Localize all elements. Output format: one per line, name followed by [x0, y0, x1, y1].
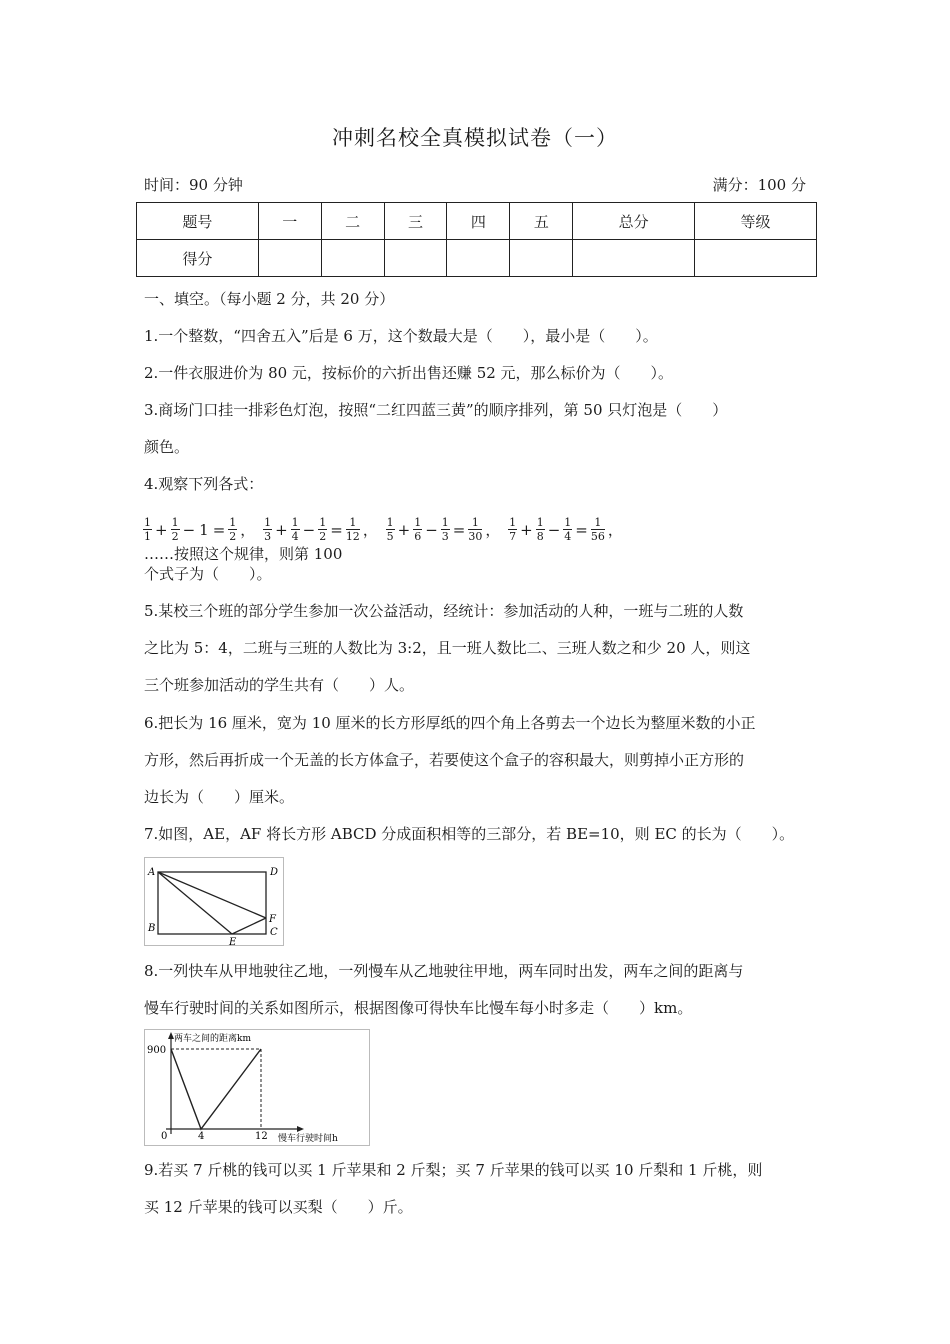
question-8-line-1: 8.一列快车从甲地驶往乙地，一列慢车从乙地驶往甲地，两车同时出发，两车之间的距离与	[144, 962, 744, 980]
segment-af	[158, 872, 266, 918]
score-header-cell: 四	[447, 203, 510, 240]
score-table-score-row	[137, 240, 817, 277]
score-input-cell[interactable]	[573, 240, 695, 277]
question-4-line-1: 4.观察下列各式：	[144, 475, 264, 493]
chart-frame	[145, 1030, 370, 1146]
score-header-cell: 二	[321, 203, 384, 240]
question-6-line-3: 边长为（ ）厘米。	[144, 788, 295, 806]
segment-ae	[158, 872, 232, 934]
score-input-cell[interactable]	[384, 240, 447, 277]
x-axis-label: 慢车行驶时间h	[278, 1134, 338, 1144]
full-score: 满分：100 分	[712, 176, 806, 194]
point-label-a: A	[148, 867, 156, 878]
x-tick-labels	[161, 1131, 268, 1142]
question-7-figure	[144, 857, 284, 946]
question-1: 1.一个整数，“四舍五入”后是 6 万，这个数最大是（ ），最小是（ ）。	[144, 327, 658, 345]
x-tick-label: 0	[161, 1131, 168, 1142]
score-table-header-row	[137, 203, 817, 240]
question-7-line-1: 7.如图，AE，AF 将长方形 ABCD 分成面积相等的三部分，若 BE=10，则 EC 的长为（ ）。	[144, 825, 795, 843]
score-header-cell: 三	[384, 203, 447, 240]
score-header-cell: 总分	[573, 203, 695, 240]
question-2: 2.一件衣服进价为 80 元，按标价的六折出售还赚 52 元，那么标价为（ ）。	[144, 364, 674, 382]
time-limit: 时间：90 分钟	[144, 176, 243, 194]
score-input-cell[interactable]	[447, 240, 510, 277]
exam-title: 冲刺名校全真模拟试卷（一）	[332, 126, 618, 150]
question-9-line-1: 9.若买 7 斤桃的钱可以买 1 斤苹果和 2 斤梨；买 7 斤苹果的钱可以买 10 斤梨和 1 斤桃，则	[144, 1161, 763, 1179]
section-heading: 一、填空。（每小题 2 分，共 20 分）	[144, 290, 395, 308]
score-row-label: 得分	[137, 240, 259, 277]
question-5-line-3: 三个班参加活动的学生共有（ ）人。	[144, 676, 415, 694]
y-tick-label: 900	[147, 1045, 167, 1056]
question-8-chart	[144, 1029, 370, 1146]
y-axis-label: 两车之间的距离km	[174, 1034, 251, 1044]
point-label-c: C	[270, 927, 278, 938]
question-6-line-1: 6.把长为 16 厘米，宽为 10 厘米的长方形厚纸的四个角上各剪去一个边长为整厘米数的小正	[144, 714, 756, 732]
score-header-cell: 五	[510, 203, 573, 240]
score-input-cell[interactable]	[258, 240, 321, 277]
score-table	[136, 202, 817, 277]
score-header-cell: 一	[258, 203, 321, 240]
exam-meta	[144, 174, 806, 195]
question-3-line-1: 3.商场门口挂一排彩色灯泡，按照“二红四蓝三黄”的顺序排列，第 50 只灯泡是（ ）	[144, 401, 728, 419]
question-4-formulas	[142, 516, 808, 563]
question-9-line-2: 买 12 斤苹果的钱可以买梨（ ）斤。	[144, 1198, 413, 1216]
point-label-e: E	[229, 937, 237, 946]
question-3-line-2: 颜色。	[144, 438, 190, 456]
score-header-cell: 等级	[695, 203, 817, 240]
score-input-cell[interactable]	[510, 240, 573, 277]
formula-4: $\frac{1}{7}$ + $\frac{1}{8}$ − $\frac{1}{4}$ = $\frac{1}{56}$ ，	[509, 516, 623, 543]
distance-series-line	[171, 1049, 261, 1129]
rectangle-abcd	[158, 872, 266, 934]
question-4-line-3: 个式子为（ ）。	[144, 565, 272, 583]
x-tick-label: 4	[198, 1131, 205, 1142]
point-label-b: B	[148, 923, 156, 934]
score-input-cell[interactable]	[695, 240, 817, 277]
formula-3: $\frac{1}{5}$ + $\frac{1}{6}$ − $\frac{1}{3}$ = $\frac{1}{30}$ ，	[386, 516, 501, 543]
point-label-d: D	[270, 867, 279, 878]
x-axis-arrow	[297, 1126, 304, 1132]
formula-2: $\frac{1}{3}$ + $\frac{1}{4}$ − $\frac{1}{2}$ = $\frac{1}{12}$ ，	[264, 516, 378, 543]
question-5-line-1: 5.某校三个班的部分学生参加一次公益活动，经统计：参加活动的人种，一班与二班的人数	[144, 602, 744, 620]
question-5-line-2: 之比为 5：4，二班与三班的人数比为 3:2，且一班人数比二、三班人数之和少 20 人，则这	[144, 639, 751, 657]
figure-frame	[145, 858, 284, 946]
segment-ef	[232, 918, 266, 934]
question-6-line-2: 方形，然后再折成一个无盖的长方体盒子，若要使这个盒子的容积最大，则剪掉小正方形的	[144, 751, 745, 769]
question-8-line-2: 慢车行驶时间的关系如图所示，根据图像可得快车比慢车每小时多走（ ）km。	[144, 999, 693, 1017]
formula-1: $\frac{1}{1}$ + $\frac{1}{2}$ − 1 = $\frac{1}{2}$ ，	[144, 516, 256, 543]
point-label-f: F	[269, 914, 276, 925]
x-tick-label: 12	[255, 1131, 268, 1142]
score-header-cell: 题号	[137, 203, 259, 240]
question-4-tail: ……按照这个规律，则第 100	[144, 545, 343, 563]
score-input-cell[interactable]	[321, 240, 384, 277]
